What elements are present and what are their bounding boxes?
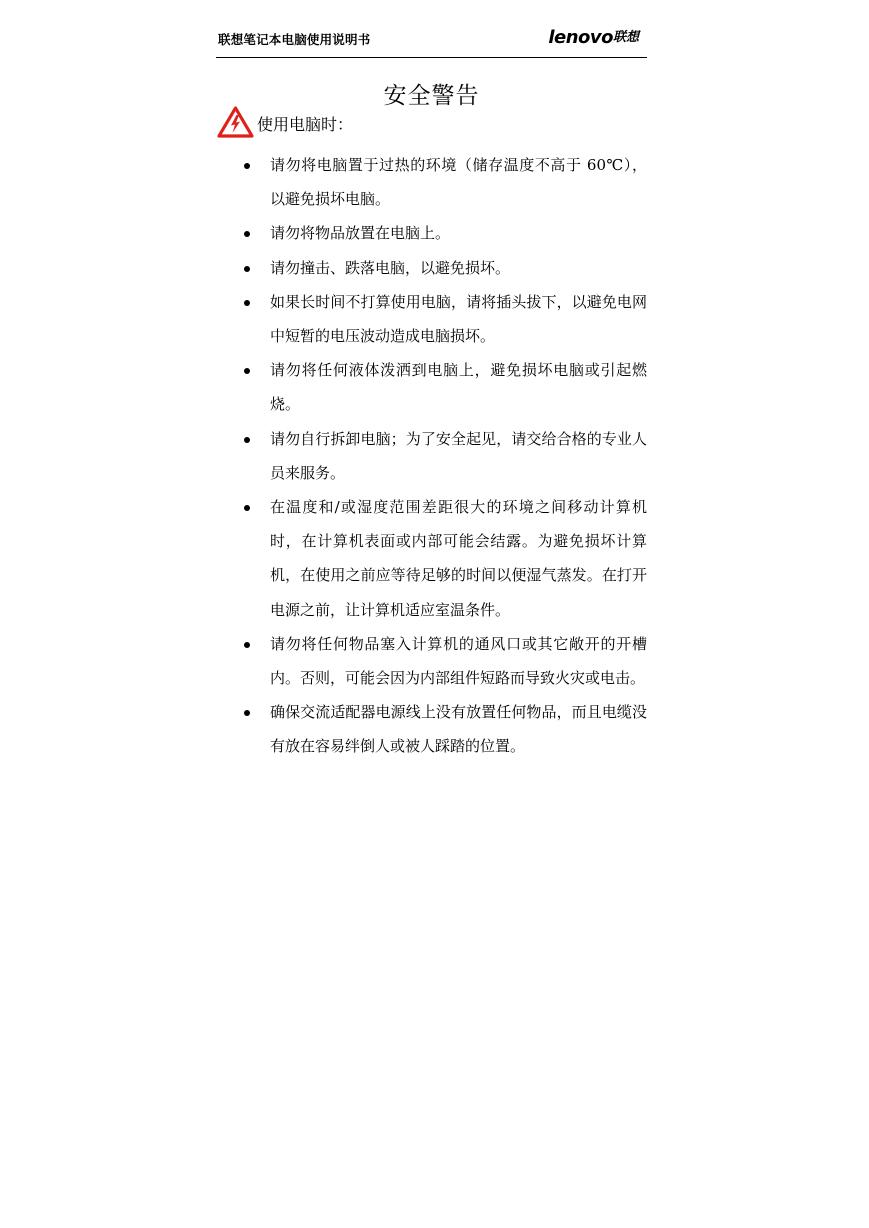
list-item-text: 请勿将电脑置于过热的环境（储存温度不高于 60℃），以避免损坏电脑。: [270, 156, 647, 209]
safety-warning-list: [216, 148, 647, 764]
lenovo-logo: [548, 26, 639, 48]
list-item: [216, 216, 647, 250]
electric-hazard-warning-icon: [217, 106, 254, 138]
list-item-text: 请勿将任何物品塞入计算机的通风口或其它敞开的开槽内。否则，可能会因为内部组件短路而导致火灾或电击。: [270, 634, 647, 688]
page-title: 安全警告: [383, 83, 480, 110]
list-item: [216, 422, 647, 490]
list-item: [216, 695, 647, 763]
section-label: 使用电脑时：: [257, 115, 354, 134]
list-item: [216, 627, 647, 695]
page-header: [216, 24, 647, 58]
list-item: [216, 490, 647, 627]
list-item-text: 在温度和/或湿度范围差距很大的环境之间移动计算机时，在计算机表面或内部可能会结露。为避免损坏计算机，在使用之前应等待足够的时间以便湿气蒸发。在打开电源之前，让计算机适应室温条件。: [270, 498, 647, 619]
list-item: [216, 148, 647, 216]
list-item-text: 请勿撞击、跌落电脑，以避免损坏。: [270, 258, 511, 277]
list-item-text: 请勿自行拆卸电脑；为了安全起见，请交给合格的专业人员来服务。: [270, 429, 647, 482]
document-page: [216, 0, 647, 1228]
list-item-text: 请勿将物品放置在电脑上。: [270, 224, 451, 243]
section-heading: [217, 106, 353, 138]
list-item: [216, 353, 647, 421]
list-item: [216, 285, 647, 353]
list-item-text: 请勿将任何液体泼洒到电脑上，避免损坏电脑或引起燃烧。: [270, 361, 647, 414]
list-item-text: 如果长时间不打算使用电脑，请将插头拔下，以避免电网中短暂的电压波动造成电脑损坏。: [270, 292, 647, 346]
list-item: [216, 251, 647, 285]
logo-latin-text: lenovo: [548, 27, 613, 48]
list-item-text: 确保交流适配器电源线上没有放置任何物品，而且电缆没有放在容易绊倒人或被人踩踏的位置。: [270, 703, 647, 756]
header-doc-title: 联想笔记本电脑使用说明书: [218, 32, 371, 47]
logo-cjk-text: 联想: [612, 30, 639, 45]
